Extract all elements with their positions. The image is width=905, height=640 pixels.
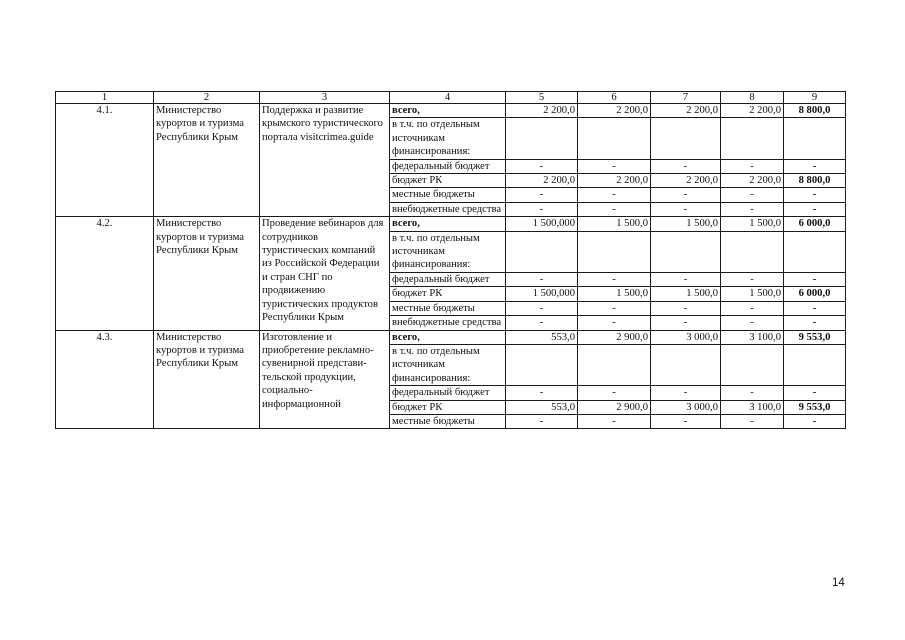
- col-header: 1: [56, 92, 154, 104]
- year-value: 2 200,0: [721, 104, 784, 118]
- row-organization: Министерство курортов и туризма Республики Крым: [154, 330, 260, 429]
- total-value: -: [784, 159, 846, 173]
- year-value: -: [578, 386, 651, 400]
- year-value: 1 500,0: [651, 217, 721, 231]
- funding-source-label: федеральный бюджет: [390, 159, 506, 173]
- year-value: -: [651, 159, 721, 173]
- funding-source-label: местные бюджеты: [390, 301, 506, 315]
- year-value: [578, 344, 651, 385]
- year-value: [578, 118, 651, 159]
- budget-table: [55, 91, 846, 429]
- year-value: -: [578, 202, 651, 216]
- year-value: -: [721, 301, 784, 315]
- year-value: 2 900,0: [578, 400, 651, 414]
- year-value: [721, 344, 784, 385]
- total-value: 6 000,0: [784, 287, 846, 301]
- funding-source-label: всего,: [390, 217, 506, 231]
- year-value: [651, 344, 721, 385]
- total-value: 8 800,0: [784, 174, 846, 188]
- year-value: [578, 231, 651, 272]
- funding-source-label: бюджет РК: [390, 400, 506, 414]
- year-value: 3 100,0: [721, 400, 784, 414]
- col-header: 9: [784, 92, 846, 104]
- header-row: [56, 92, 846, 104]
- year-value: -: [506, 202, 578, 216]
- total-value: 9 553,0: [784, 400, 846, 414]
- total-value: [784, 344, 846, 385]
- year-value: [721, 231, 784, 272]
- year-value: -: [651, 414, 721, 428]
- funding-source-label: федеральный бюджет: [390, 272, 506, 286]
- funding-source-label: местные бюджеты: [390, 188, 506, 202]
- row-code: 4.2.: [56, 217, 154, 330]
- total-value: -: [784, 386, 846, 400]
- total-value: -: [784, 301, 846, 315]
- year-value: 1 500,000: [506, 217, 578, 231]
- year-value: 553,0: [506, 400, 578, 414]
- total-value: -: [784, 316, 846, 330]
- year-value: -: [721, 202, 784, 216]
- total-value: -: [784, 272, 846, 286]
- row-activity: Изготовление и приобретение рекламно-сувенирной представи-тельской продукции, социально-информационной: [260, 330, 390, 429]
- year-value: [651, 231, 721, 272]
- row-organization: Министерство курортов и туризма Республики Крым: [154, 104, 260, 217]
- year-value: 2 200,0: [651, 174, 721, 188]
- year-value: 2 200,0: [578, 174, 651, 188]
- col-header: 6: [578, 92, 651, 104]
- year-value: 2 200,0: [651, 104, 721, 118]
- year-value: -: [506, 301, 578, 315]
- funding-source-label: всего,: [390, 104, 506, 118]
- total-value: [784, 231, 846, 272]
- year-value: [506, 118, 578, 159]
- year-value: -: [651, 301, 721, 315]
- year-value: -: [651, 316, 721, 330]
- year-value: [721, 118, 784, 159]
- year-value: -: [506, 386, 578, 400]
- year-value: 1 500,0: [721, 217, 784, 231]
- funding-source-label: бюджет РК: [390, 287, 506, 301]
- table-row: [56, 217, 846, 231]
- year-value: [651, 118, 721, 159]
- year-value: 2 200,0: [506, 104, 578, 118]
- funding-source-label: местные бюджеты: [390, 414, 506, 428]
- row-code: 4.1.: [56, 104, 154, 217]
- col-header: 2: [154, 92, 260, 104]
- year-value: -: [506, 188, 578, 202]
- year-value: -: [651, 272, 721, 286]
- year-value: 553,0: [506, 330, 578, 344]
- year-value: -: [651, 386, 721, 400]
- col-header: 5: [506, 92, 578, 104]
- total-value: 6 000,0: [784, 217, 846, 231]
- year-value: -: [721, 159, 784, 173]
- funding-source-label: всего,: [390, 330, 506, 344]
- year-value: -: [506, 316, 578, 330]
- table-row: [56, 104, 846, 118]
- table-row: [56, 330, 846, 344]
- row-activity: Поддержка и развитие крымского туристического портала visitcrimea.guide: [260, 104, 390, 217]
- total-value: -: [784, 414, 846, 428]
- year-value: 3 000,0: [651, 400, 721, 414]
- year-value: 2 200,0: [578, 104, 651, 118]
- year-value: -: [721, 414, 784, 428]
- col-header: 8: [721, 92, 784, 104]
- year-value: [506, 231, 578, 272]
- year-value: -: [506, 272, 578, 286]
- row-organization: Министерство курортов и туризма Республики Крым: [154, 217, 260, 330]
- col-header: 3: [260, 92, 390, 104]
- year-value: 2 200,0: [721, 174, 784, 188]
- col-header: 4: [390, 92, 506, 104]
- year-value: 1 500,0: [578, 217, 651, 231]
- year-value: 3 100,0: [721, 330, 784, 344]
- funding-source-label: в т.ч. по отдельным источникам финансирования:: [390, 231, 506, 272]
- total-value: 8 800,0: [784, 104, 846, 118]
- funding-source-label: в т.ч. по отдельным источникам финансирования:: [390, 344, 506, 385]
- year-value: 2 900,0: [578, 330, 651, 344]
- year-value: 1 500,000: [506, 287, 578, 301]
- year-value: -: [578, 301, 651, 315]
- row-code: 4.3.: [56, 330, 154, 429]
- year-value: -: [578, 414, 651, 428]
- year-value: -: [721, 272, 784, 286]
- funding-source-label: бюджет РК: [390, 174, 506, 188]
- year-value: -: [578, 272, 651, 286]
- year-value: -: [578, 316, 651, 330]
- funding-source-label: в т.ч. по отдельным источникам финансирования:: [390, 118, 506, 159]
- year-value: -: [506, 159, 578, 173]
- total-value: -: [784, 202, 846, 216]
- year-value: 3 000,0: [651, 330, 721, 344]
- year-value: -: [721, 188, 784, 202]
- year-value: -: [506, 414, 578, 428]
- funding-source-label: федеральный бюджет: [390, 386, 506, 400]
- year-value: -: [578, 159, 651, 173]
- year-value: 1 500,0: [651, 287, 721, 301]
- page-number: 14: [832, 577, 845, 589]
- funding-source-label: внебюджетные средства: [390, 202, 506, 216]
- year-value: 1 500,0: [578, 287, 651, 301]
- year-value: -: [651, 202, 721, 216]
- year-value: -: [578, 188, 651, 202]
- total-value: 9 553,0: [784, 330, 846, 344]
- total-value: -: [784, 188, 846, 202]
- year-value: -: [651, 188, 721, 202]
- total-value: [784, 118, 846, 159]
- year-value: [506, 344, 578, 385]
- row-activity: Проведение вебинаров для сотрудников туристических компаний из Российской Федерации и стран СНГ по продвижению туристических продуктов Республики Крым: [260, 217, 390, 330]
- year-value: -: [721, 386, 784, 400]
- col-header: 7: [651, 92, 721, 104]
- year-value: -: [721, 316, 784, 330]
- year-value: 2 200,0: [506, 174, 578, 188]
- funding-source-label: внебюджетные средства: [390, 316, 506, 330]
- year-value: 1 500,0: [721, 287, 784, 301]
